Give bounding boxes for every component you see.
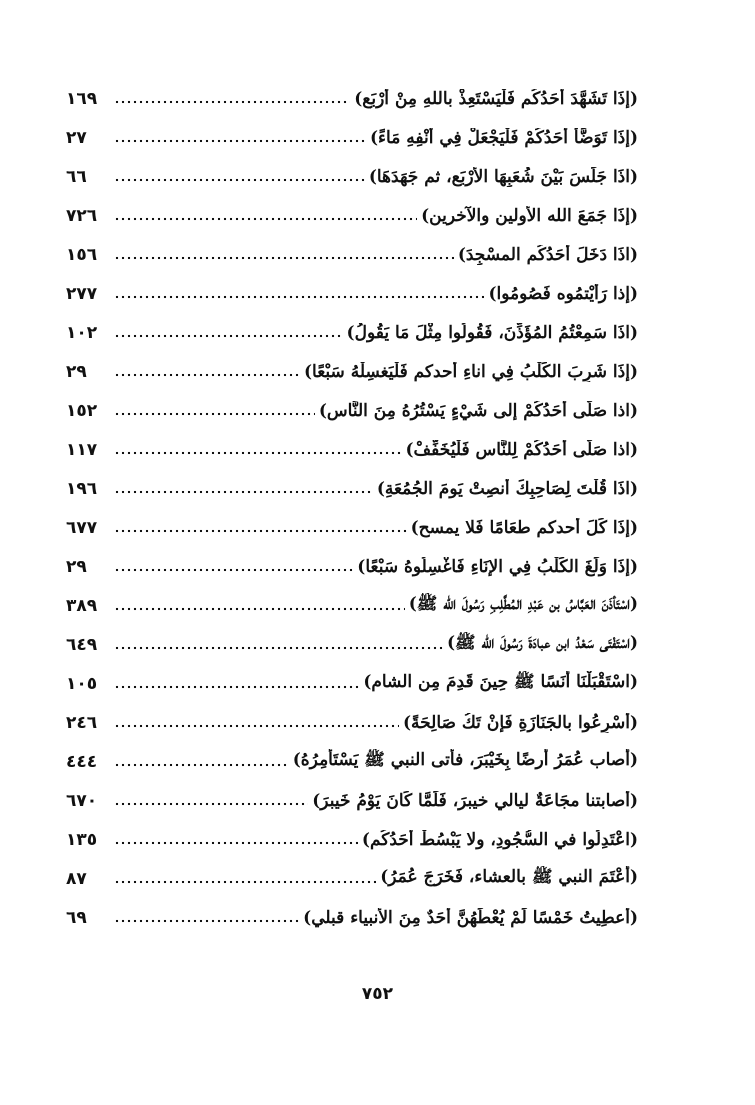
page-number: ٦٩: [66, 907, 87, 928]
index-entry-2: [66, 118, 638, 157]
index-entry-7: [66, 313, 638, 352]
page-number: ١٥٦: [66, 244, 98, 265]
index-entry-9: [66, 391, 638, 430]
index-entry-1: [66, 79, 638, 118]
dot-leader: [114, 212, 417, 226]
hadith-text: (أصابتنا مجَاعَةٌ ليالي خيبرَ، فَلَمَّا كَانَ يَوْمُ خَيبرَ): [312, 790, 638, 811]
hadith-text: (اسْتَفْتَى سَعْدُ ابن عبادَةَ رَسُولَ الله ﷺ): [447, 633, 638, 653]
hadith-text: (إذَا شَرِبَ الكَلْبُ فِي اناءِ أحدكم فَلْيَغسِلْهُ سَبْعًا): [303, 361, 638, 382]
hadith-text: (إذَا تَوَضَّأَ أحَدُكُمْ فَلْيَجْعَلْ فِي أَنْفِهِ مَاءً): [370, 127, 638, 148]
page-number: ٢٩: [66, 361, 87, 382]
page-number: ١٦٩: [66, 88, 98, 109]
hadith-text: (إذَا جَمَعَ الله الأولين والآخرين): [421, 205, 638, 226]
index-entry-12: [66, 508, 638, 547]
dot-leader: [114, 134, 366, 148]
page-number: ٤٤٤: [66, 751, 98, 772]
index-entry-4: [66, 196, 638, 235]
index-entry-3: [66, 157, 638, 196]
hadith-text: (اسْتَأذَنَ العَبَّاسُ بن عَبْدِ المُطَّلِبِ رَسُولَ الله ﷺ): [408, 594, 638, 614]
dot-leader: [114, 407, 315, 421]
page-number: ٦٤٩: [66, 634, 98, 655]
dot-leader: [114, 836, 358, 850]
page-number: ١١٧: [66, 439, 98, 460]
dot-leader: [114, 485, 373, 499]
index-entry-13: [66, 547, 638, 586]
page-number: ٢٧٧: [66, 283, 98, 304]
page-number: ١٥٢: [66, 400, 98, 421]
dot-leader: [114, 758, 289, 772]
hadith-text: (اذَا جَلَسَ بَيْنَ شُعَبِهَا الأَرْبَعِ، ثم جَهَدَهَا): [368, 166, 638, 187]
page-folio-number: ٧٥٢: [361, 984, 394, 1004]
index-entry-19: [66, 781, 638, 820]
page-number: ٦٦: [66, 166, 87, 187]
index-entry-10: [66, 430, 638, 469]
hadith-text: (اذَا قُلْتَ لِصَاحِبِكَ أنصِتْ يَومَ الجُمُعَةِ): [376, 478, 638, 499]
page-number: ١٠٥: [66, 673, 98, 694]
dot-leader: [114, 797, 308, 811]
index-entry-21: [66, 859, 638, 898]
dot-leader: [114, 95, 350, 109]
index-entry-20: [66, 820, 638, 859]
page-number: ٣٨٩: [66, 595, 98, 616]
page-number: ٢٧: [66, 127, 87, 148]
hadith-text: (أُعطِيتُ خَمْسًا لَمْ يُعْطَهُنَّ أحَدٌ مِنَ الأنبياء قبلي): [303, 907, 638, 928]
dot-leader: [114, 329, 343, 343]
dot-leader: [114, 290, 484, 304]
page-number: ٦٧٧: [66, 517, 98, 538]
dot-leader: [114, 446, 402, 460]
dot-leader: [114, 680, 359, 694]
page-number: ٦٧٠: [66, 790, 98, 811]
hadith-text: (اذا صَلَّى أحَدُكُمْ إلى شَيْءٍ يَسْتُرُهُ مِنَ النَّاسِ): [318, 400, 638, 421]
hadith-text: (أصاب عُمَرُ أرضًا بِخَيْبَرَ، فأتى النبي ﷺ يَسْتَأمِرُهُ): [292, 750, 638, 770]
hadith-text: (اذا صَلَّى أحَدُكُمْ لِلنَّاسِ فَلْيُخَفِّفْ): [405, 439, 638, 460]
dot-leader: [114, 563, 353, 577]
hadith-text: (اذَا سَمِعْتُمُ المُؤَذِّنَ، فَقُولُوا مِثْلَ مَا يَقُولُ): [346, 322, 638, 343]
page-number: ٢٤٦: [66, 712, 98, 733]
hadith-index-list: [66, 79, 638, 937]
hadith-text: (إذَا وَلَغَ الكَلْبُ فِي الإنَاءِ فَاغْسِلُوهُ سَبْعًا): [357, 556, 638, 577]
hadith-text: (إذَا تَشَهَّدَ أحَدُكُم فَلْيَسْتَعِذْ باللهِ مِنْ أرْبَعٍ): [354, 88, 638, 109]
index-entry-6: [66, 274, 638, 313]
index-entry-18: [66, 742, 638, 781]
dot-leader: [114, 875, 376, 889]
dot-leader: [114, 641, 443, 655]
index-entry-15: [66, 625, 638, 664]
page-number: ٧٢٦: [66, 205, 98, 226]
page-number: ١٣٥: [66, 829, 98, 850]
dot-leader: [114, 914, 299, 928]
hadith-text: (اسْتَقْبَلْنَا أنَسًا ﷺ حِينَ قَدِمَ مِن الشام): [363, 672, 638, 692]
hadith-text: (اذَا دَخَلَ أحَدُكُم المسْجِدَ): [457, 244, 638, 265]
dot-leader: [114, 524, 407, 538]
index-entry-8: [66, 352, 638, 391]
page-number: ٢٩: [66, 556, 87, 577]
hadith-text: (إذَا كَلَ أحدكم طعَامًا فَلا يمسح): [410, 517, 638, 538]
index-entry-17: [66, 703, 638, 742]
dot-leader: [114, 173, 365, 187]
index-entry-5: [66, 235, 638, 274]
dot-leader: [114, 602, 405, 616]
index-entry-14: [66, 586, 638, 625]
hadith-text: (أسْرِعُوا بالجَنَازَةِ فَإنْ تَكُ صَالِحَةً): [403, 712, 638, 733]
hadith-text: (إذا رَأَيْتمُوه فَصُومُوا): [488, 283, 638, 304]
dot-leader: [114, 368, 300, 382]
index-entry-16: [66, 664, 638, 703]
dot-leader: [114, 719, 399, 733]
page-number: ٨٧: [66, 868, 87, 889]
page-number: ١٠٢: [66, 322, 98, 343]
page-number: ١٩٦: [66, 478, 98, 499]
index-entry-22: [66, 898, 638, 937]
hadith-text: (أعْتَمَ النبي ﷺ بالعشاء، فَخَرَجَ عُمَرُ): [380, 867, 638, 887]
dot-leader: [114, 251, 454, 265]
index-entry-11: [66, 469, 638, 508]
hadith-text: (اعْتَدِلُوا في السُّجُودِ، ولا يَبْسُطْ أحَدُكُم): [361, 829, 638, 850]
